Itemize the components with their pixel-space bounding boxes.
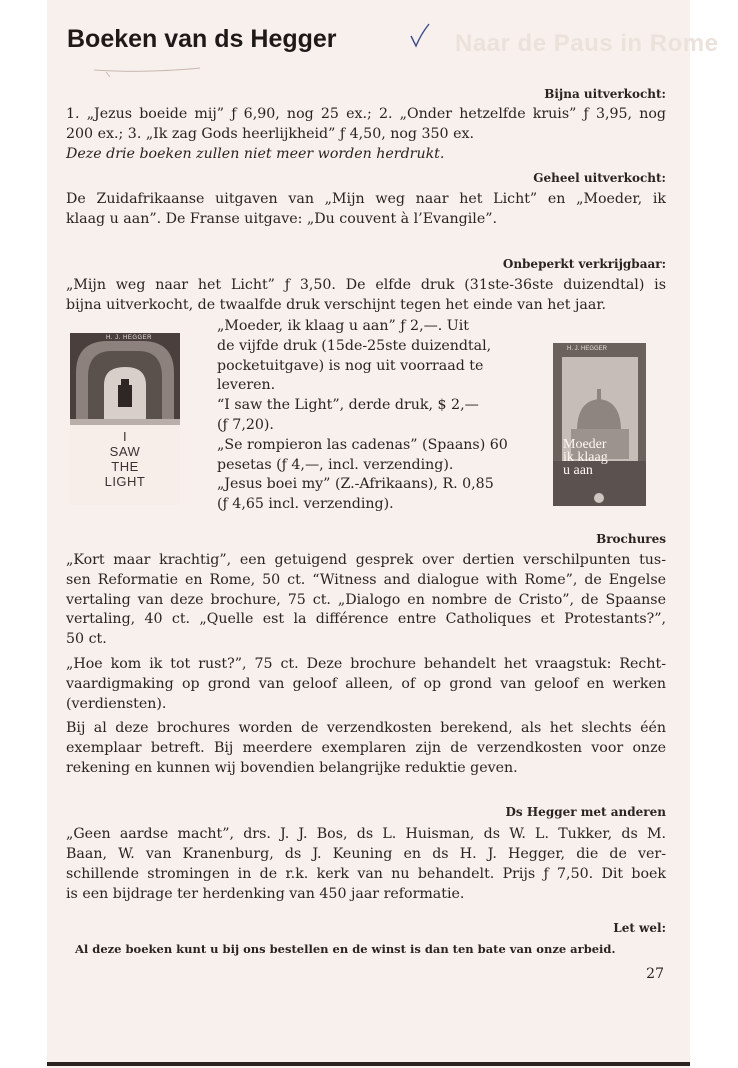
text-line: „Jesus boei my” (Z.-Afrikaans), R. 0,85 [217,476,494,493]
text-line: vertaling, 40 ct. „Quelle est la différence entre Catholiques et Protestants?”, [66,611,666,628]
cover-author: H. J. HEGGER [567,346,608,352]
text-line: bijna uitverkocht, de twaalfde druk verschijnt tegen het einde van het jaar. [66,297,607,313]
section-bijna-text [66,105,666,125]
cover-basilica-illustration [553,343,646,506]
text-line: „Hoe kom ik tot rust?”, 75 ct. Deze brochure behandelt het vraagstuk: Recht- [66,656,666,672]
text-line: sen Reformatie en Rome, 50 ct. “Witness and dialogue with Rome”, de Engelse [66,571,666,588]
text-line: is een bijdrage ter herdenking van 450 jaar reformatie. [66,886,465,902]
section-heading-ds-hegger: Ds Hegger met anderen [505,805,666,819]
text-line: “I saw the Light”, derde druk, $ 2,— [217,397,479,414]
text-line: „Se rompieron las cadenas” (Spaans) 60 [217,436,508,453]
reprint-note: Deze drie boeken zullen niet meer worden herdrukt. [66,145,445,162]
closing-statement: Al deze boeken kunt u bij ons bestellen en de winst is dan ten bate van onze arbeid. [75,942,616,956]
cover-author: H. J. HEGGER [106,335,153,341]
text-line: rekening en kunnen wij bovendien belangrijke reduktie geven. [66,760,518,776]
text-line: leveren. [217,377,276,394]
text-line: Bij al deze brochures worden de verzendkosten berekend, als het slechts één [66,720,666,736]
text-line: (ƒ 4,65 incl. verzending). [217,496,394,513]
section-geheel-text-2 [66,210,666,230]
text-line: pesetas (ƒ 4,—, incl. verzending). [217,456,454,473]
cover-title [70,429,180,489]
section-brochures-text-4 [66,695,666,715]
cover-title [563,438,608,477]
section-heading-geheel: Geheel uitverkocht: [533,171,666,185]
text-line: vertaling van deze brochure, 75 ct. „Dialogo en nombre de Cristo”, de Spaanse [66,591,666,608]
cover-title-line: THE [111,459,139,474]
section-brochures-text-6 [66,759,666,779]
section-onbeperkt-text [66,276,666,296]
section-heading-onbeperkt: Onbeperkt verkrijgbaar: [502,257,666,271]
text-line: vaardigmaking op grond van geloof alleen, of op grond van geloof en werken [66,675,666,692]
section-ds-hegger-text [66,825,666,884]
text-line: de vijfde druk (15de-25ste duizendtal, [217,337,492,354]
book-cover-moeder-ik-klaag-u-aan [553,343,646,506]
cover-arches-illustration [70,333,180,425]
text-line: „Geen aardse macht”, drs. J. J. Bos, ds L. Huisman, ds W. L. Tukker, ds M. [66,826,666,842]
text-line: „Kort maar krachtig”, een getuigend gesprek over dertien verschilpunten tus- [66,552,666,568]
faded-heading: Naar de Paus in Rome [455,30,719,57]
page-title: Boeken van ds Hegger [67,25,337,53]
text-line: 50 ct. [66,631,107,647]
text-line: (ƒ 7,20). [217,416,274,433]
cover-title-line: I [122,429,128,444]
cover-title-line: Moeder [563,437,607,452]
bottom-rule [47,1062,690,1066]
section-brochures-text [66,551,666,630]
text-line: exemplaar betreft. Bij meerdere exemplaren zijn de verzendkosten voor onze [66,739,666,756]
section-brochures-text-2 [66,630,666,650]
text-line: De Zuidafrikaanse uitgaven van „Mijn weg naar het Licht” en „Moeder, ik [66,191,666,207]
book-cover-i-saw-the-light [70,333,180,505]
section-geheel-text [66,190,666,210]
section-brochures-text-5 [66,719,666,759]
page-number: 27 [646,966,664,982]
text-line: „Mijn weg naar het Licht” ƒ 3,50. De elfde druk (31ste-36ste duizendtal) is [66,277,666,293]
text-line: „Moeder, ik klaag u aan” ƒ 2,—. Uit [217,318,469,334]
text-line: schillende stromingen in de r.k. kerk van nu behandelt. Prijs ƒ 7,50. Dit boek [66,865,666,882]
text-line: klaag u aan”. De Franse uitgave: „Du couvent à l’Evangile”. [66,211,497,227]
section-ds-hegger-text-2 [66,885,666,905]
cover-title-line: SAW [109,444,141,459]
section-brochures-text-3 [66,655,666,695]
pen-check-mark [408,22,432,48]
section-heading-bijna: Bijna uitverkocht: [544,87,666,101]
pen-scribble [92,60,202,80]
section-bijna-text-2 [66,125,666,165]
book-list-column [217,317,517,515]
text-line: Baan, W. van Kranenburg, ds J. Keuning en ds H. J. Hegger, die de ver- [66,845,666,862]
text-line: (verdiensten). [66,696,167,712]
cover-title-line: LIGHT [104,474,146,489]
cover-title-line: ik klaag [563,450,608,465]
section-onbeperkt-text-2 [66,296,666,316]
section-heading-brochures: Brochures [596,532,666,546]
text-line: 200 ex.; 3. „Ik zag Gods heerlijkheid” ƒ 4,50, nog 350 ex. [66,126,475,142]
text-line: pocketuitgave) is nog uit voorraad te [217,357,484,374]
section-heading-let-wel: Let wel: [613,921,666,935]
text-line: 1. „Jezus boeide mij” ƒ 6,90, nog 25 ex.; 2. „Onder hetzelfde kruis” ƒ 3,95, nog [66,106,666,122]
cover-title-line: u aan [563,463,593,478]
